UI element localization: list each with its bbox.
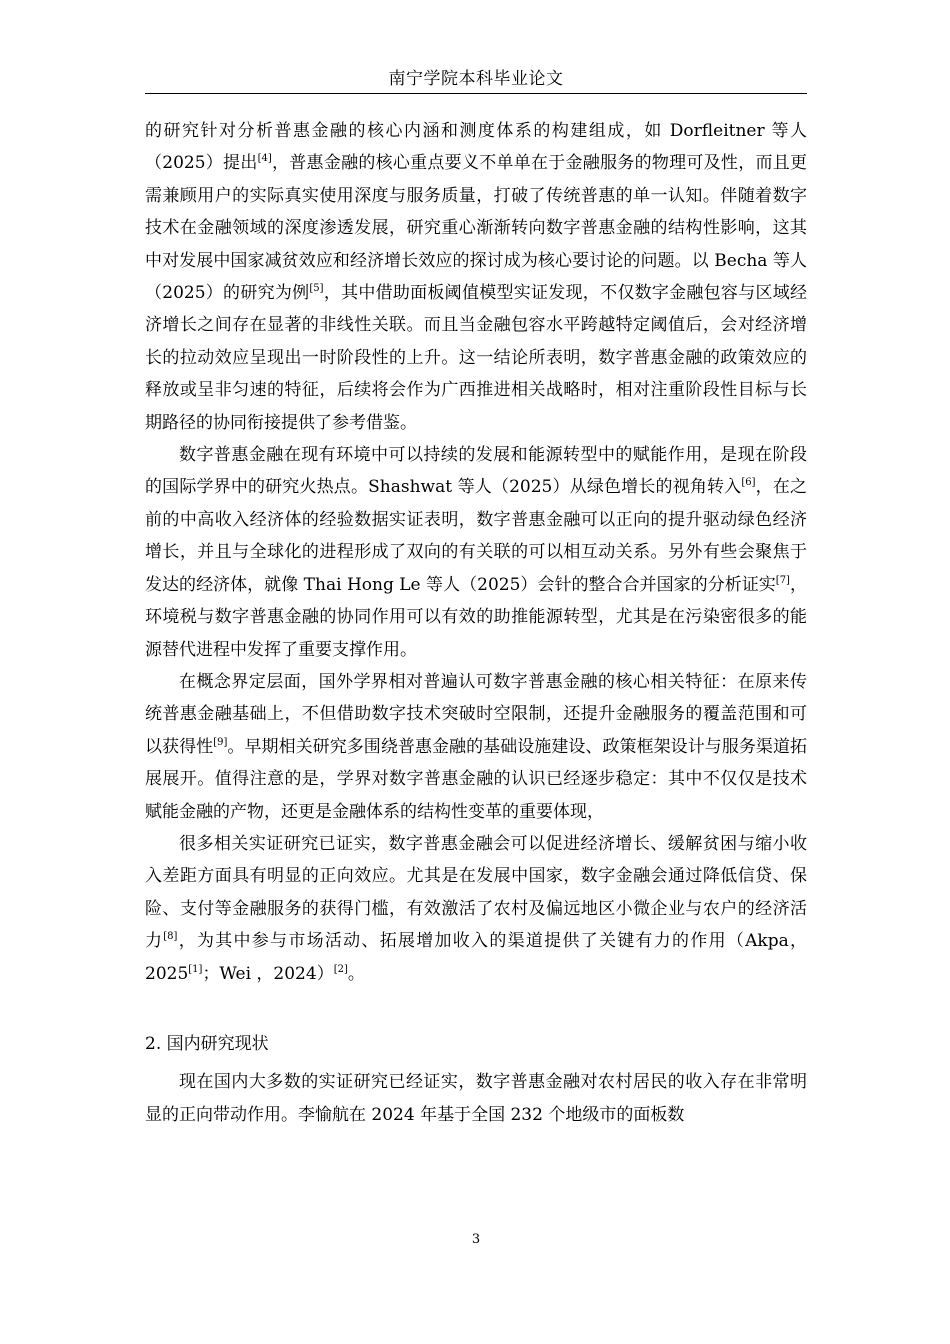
paragraph-text: 现在国内大多数的实证研究已经证实，数字普惠金融对农村居民的收入存在非常明显的正向带动作用。李愉航在 2024 年基于全国 232 个地级市的面板数 [145,1072,807,1125]
body-paragraphs [145,115,807,990]
citation-ref: [7] [775,574,790,586]
citation-ref: [6] [741,477,756,489]
paragraph-text: 的研究针对分析普惠金融的核心内涵和测度体系的构建组成，如 Dorfleitner 等人（2025）提出 [145,121,807,174]
body-paragraph [145,828,807,990]
paragraph-text: ；Wei ，2024） [202,963,334,984]
citation-ref: [4] [257,153,272,165]
page-body [145,115,807,1131]
paragraph-text: 在概念界定层面，国外学界相对普遍认可数字普惠金融的核心相关特征：在原来传统普惠金融基础上，不但借助数字技术突破时空限制，还提升金融服务的覆盖范围和可以获得性 [145,671,807,757]
paragraph-text: ，在之前的中高收入经济体的经验数据实证表明，数字普惠金融可以正向的提升驱动绿色经济增长，并且与全球化的进程形成了双向的有关联的可以相互动关系。另外有些会聚焦于发达的经济体，就像 Thai Hong Le 等人（2025）会针的整合合并国家的分析证实 [145,477,808,595]
paragraph-text: ，为其中参与市场活动、拓展增加收入的渠道提供了关键有力的作用（Akpa，2025 [145,931,807,984]
paragraph-text: 数字普惠金融在现有环境中可以持续的发展和能源转型中的赋能作用，是现在阶段的国际学界中的研究火热点。Shashwat 等人（2025）从绿色增长的视角转入 [145,445,807,498]
header-divider [145,93,807,94]
citation-ref: [9] [213,736,228,748]
page-number: 3 [471,1232,481,1247]
citation-ref: [8] [163,931,178,943]
citation-ref: [5] [309,283,324,295]
paragraph-text: 。早期相关研究多围绕普惠金融的基础设施建设、政策框架设计与服务渠道拓展展开。值得注意的是，学界对数字普惠金融的认识已经逐步稳定：其中不仅仅是技术赋能金融的产物，还更是金融体系的结构性变革的重要体现， [145,736,808,822]
body-paragraph [145,1066,807,1131]
paragraph-text: ，环境税与数字普惠金融的协同作用可以有效的助推能源转型，尤其是在污染密很多的能源替代进程中发挥了重要支撑作用。 [145,574,807,660]
section-heading: 2. 国内研究现状 [145,1033,269,1054]
paragraph-text: 。 [347,963,365,984]
running-header: 南宁学院本科毕业论文 [388,69,564,89]
citation-ref: [2] [333,963,348,975]
body-paragraph [145,115,807,439]
paragraph-text: 很多相关实证研究已证实，数字普惠金融会可以促进经济增长、缓解贫困与缩小收入差距方面具有明显的正向效应。尤其是在发展中国家，数字金融会通过降低信贷、保险、支付等金融服务的获得门槛，有效激活了农村及偏远地区小微企业与农户的经济活力 [145,833,807,952]
paragraph-text: ，其中借助面板阈值模型实证发现，不仅数字金融包容与区域经济增长之间存在显著的非线性关联。而且当金融包容水平跨越特定阈值后，会对经济增长的拉动效应呈现出一时阶段性的上升。这一结论所表明，数字普惠金融的政策效应的释放或呈非匀速的特征，后续将会作为广西推进相关战略时，相对注重阶段性目标与长期路径的协同衔接提供了参考借鉴。 [145,283,807,433]
citation-ref: [1] [188,963,203,975]
section-paragraphs [145,1066,807,1131]
body-paragraph [145,439,807,666]
paragraph-text: ，普惠金融的核心重点要义不单单在于金融服务的物理可及性，而且更需兼顾用户的实际真实使用深度与服务质量，打破了传统普惠的单一认知。伴随着数字技术在金融领域的深度渗透发展，研究重心渐渐转向数字普惠金融的结构性影响，这其中对发展中国家减贫效应和经济增长效应的探讨成为核心要讨论的问题。以 Becha 等人（2025）的研究为例 [145,153,807,304]
body-paragraph [145,666,807,828]
